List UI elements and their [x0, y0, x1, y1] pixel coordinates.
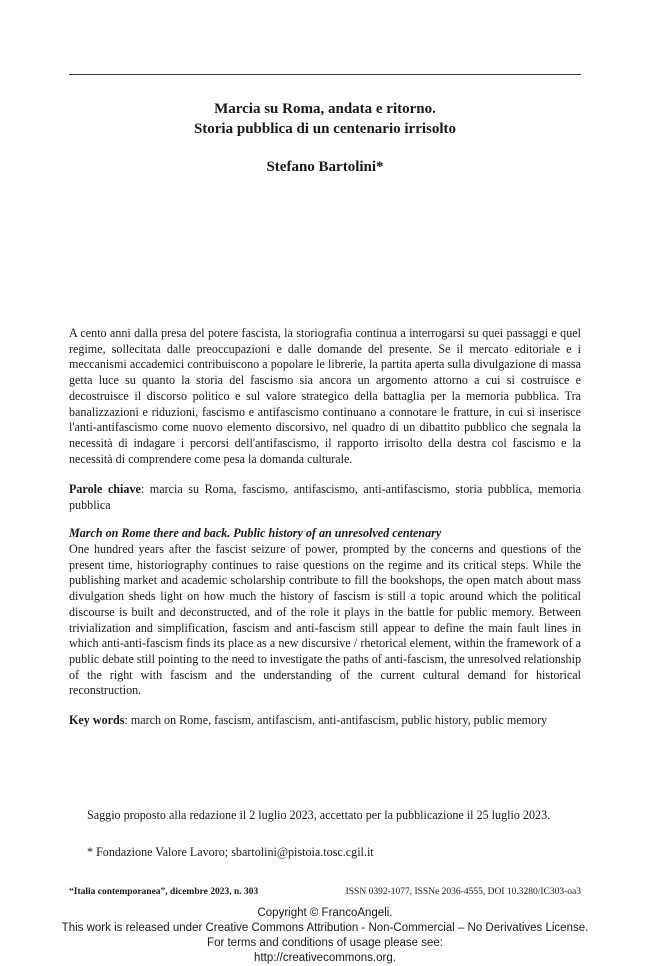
license-line-terms: For terms and conditions of usage please see:: [207, 937, 443, 949]
journal-citation: “Italia contemporanea”, dicembre 2023, n. 303: [69, 887, 259, 897]
license-line-copyright: Copyright © FrancoAngeli.: [257, 907, 393, 919]
article-title-line1: Marcia su Roma, andata e ritorno.: [214, 101, 436, 117]
article-author: Stefano Bartolini*: [266, 159, 384, 175]
header-rule: [69, 74, 581, 75]
keywords-italian-label: Parole chiave: [69, 482, 141, 496]
affiliation-footnote-text: * Fondazione Valore Lavoro; sbartolini@pistoia.tosc.cgil.it: [87, 845, 374, 859]
abstract-english-title-text: March on Rome there and back. Public history of an unresolved centenary: [69, 526, 442, 540]
submission-note: [69, 808, 581, 824]
issn-doi: ISSN 0392-1077, ISSNe 2036-4555, DOI 10.3280/IC303-oa3: [345, 887, 581, 897]
keywords-english: [69, 713, 581, 729]
abstract-english: [69, 542, 581, 699]
license-link[interactable]: http://creativecommons.org.: [254, 952, 396, 964]
affiliation-footnote: [69, 845, 581, 861]
keywords-english-label: Key words: [69, 713, 125, 727]
article-title-line2: Storia pubblica di un centenario irrisolto: [193, 121, 457, 137]
abstract-english-title: [69, 526, 581, 542]
license-line-cc: This work is released under Creative Commons Attribution - Non-Commercial – No Derivatives License.: [61, 922, 589, 934]
keywords-italian: [69, 482, 581, 513]
keywords-english-text: : march on Rome, fascism, antifascism, anti-antifascism, public history, public memory: [124, 713, 548, 727]
submission-note-text: Saggio proposto alla redazione il 2 luglio 2023, accettato per la pubblicazione il 25 luglio 2023.: [87, 808, 551, 822]
abstract-italian: [69, 326, 581, 467]
abstract-italian-text: A cento anni dalla presa del potere fascista, la storiografia continua a interrogarsi su quei passaggi e quel regime, sollecitata dalle preoccupazioni e dalle domande del presente. Se il mercato editoriale e i meccanismi accademici contribuiscono a popolare le librerie, la partita aperta sulla divulgazione di massa getta luce su quanto la storia del fascismo sia ancora un argomento attorno a cui si costruisce e decostruisce il discorso politico e sul valore strategico della battaglia per la memoria pubblica. Tra banalizzazioni e riduzioni, fascismo e antifascismo continuano a connotare le fratture, in cui si inserisce l'anti-antifascismo come nuovo elemento discorsivo, nel quadro di un dibattito pubblico che segnala la necessità di indagare i percorsi dell'antifascismo, il rapporto irrisolto della destra col fascismo e la necessità di comprendere come pesa la domanda culturale.: [69, 326, 581, 466]
license-notice: [0, 906, 650, 966]
abstract-english-text: One hundred years after the fascist seizure of power, prompted by the concerns and questions of the present time, historiography continues to raise questions on the regime and its critical steps. While the publishing market and academic scholarship contribute to fill the bookshops, the open match about mass divulgation sheds light on how much the history of fascism is still a topic around which the political discourse is built and deconstructed, and of the role it plays in the battle for public memory. Between trivialization and simplification, fascism and anti-fascism still appear to define the main fault lines in which anti-anti-fascism finds its place as a new discursive / rhetorical element, within the framework of a public debate still pointing to the need to investigate the paths of anti-fascism, the unresolved relationship of the right with fascism and the understanding of the current cultural demand for historical reconstruction.: [69, 542, 581, 698]
keywords-italian-text: : marcia su Roma, fascismo, antifascismo, anti-antifascismo, storia pubblica, memoria pubblica: [69, 482, 582, 512]
